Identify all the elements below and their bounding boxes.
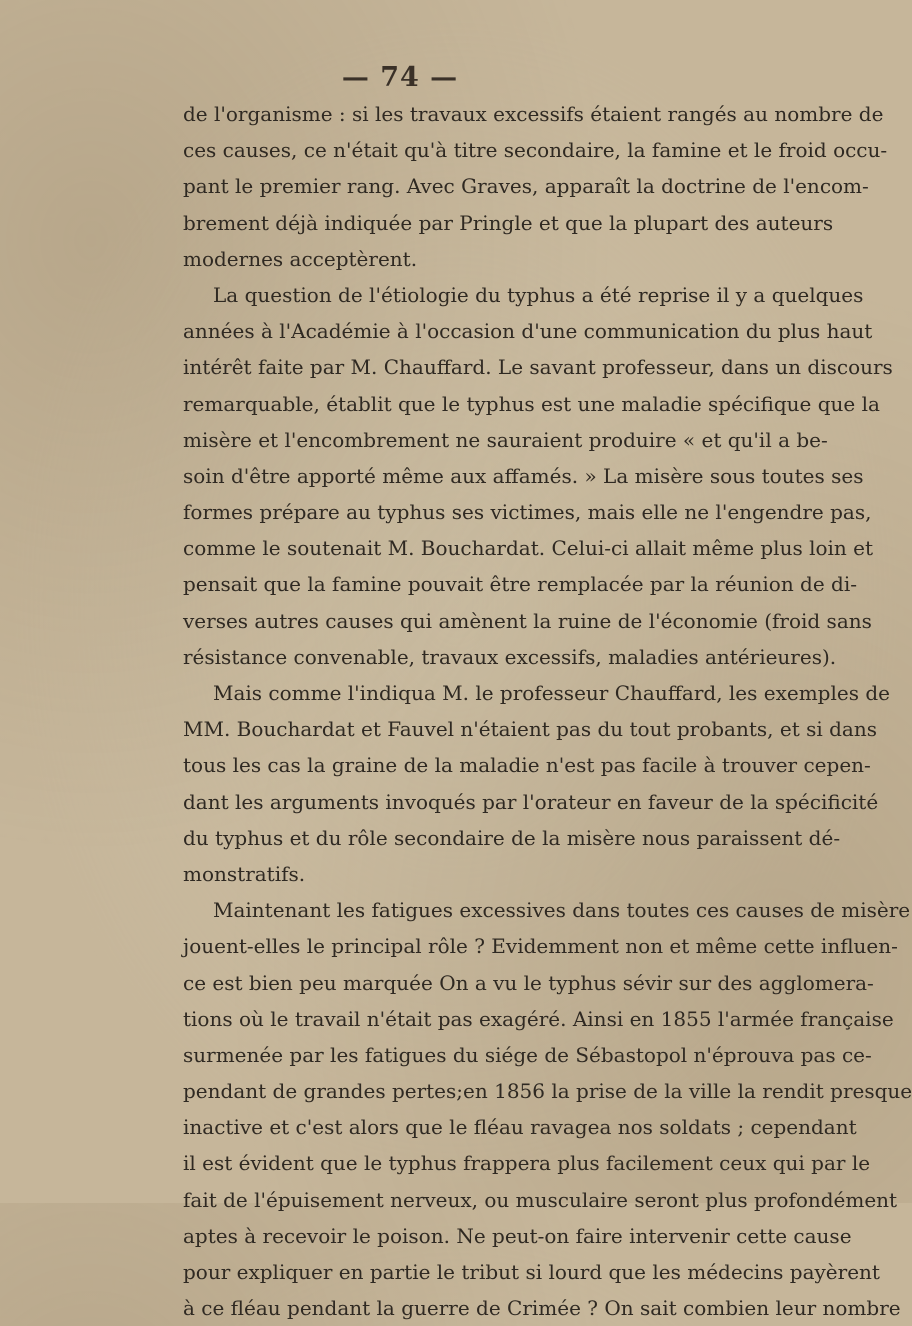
text-line: formes prépare au typhus ses victimes, mais elle ne l'engendre pas, [183,500,872,525]
text-line: modernes acceptèrent. [183,246,418,271]
text-line: résistance convenable, travaux excessifs, maladies antérieures). [183,644,837,669]
text-line: inactive et c'est alors que le fléau ravagea nos soldats ; cependant [183,1115,857,1140]
text-line: années à l'Académie à l'occasion d'une communication du plus haut [183,319,873,344]
text-line: tous les cas la graine de la maladie n'est pas facile à trouver cepen- [183,753,871,778]
text-line: monstratifs. [183,861,306,886]
text-line: du typhus et du rôle secondaire de la misère nous paraissent dé- [183,825,841,850]
page-number: — 74 — [341,62,459,93]
text-line: brement déjà indiquée par Pringle et que la plupart des auteurs [183,210,834,235]
text-line: ce est bien peu marquée On a vu le typhus sévir sur des agglomera- [183,970,874,995]
text-line: à ce fléau pendant la guerre de Crimée ? On sait combien leur nombre [183,1296,901,1321]
paragraph [183,277,893,675]
text-line: tions où le travail n'était pas exagéré. Ainsi en 1855 l'armée française [183,1006,894,1031]
text-line: pensait que la famine pouvait être remplacée par la réunion de di- [183,572,858,597]
body-text [183,96,912,1326]
text-line: jouent-elles le principal rôle ? Evidemment non et même cette influen- [183,934,898,959]
text-line: ces causes, ce n'était qu'à titre secondaire, la famine et le froid occu- [183,138,888,163]
text-line: de l'organisme : si les travaux excessifs étaient rangés au nombre de [183,102,884,126]
text-line: MM. Bouchardat et Fauvel n'étaient pas du tout probants, et si dans [183,717,877,742]
text-line: comme le soutenait M. Bouchardat. Celui-ci allait même plus loin et [183,536,874,561]
paragraph [183,96,888,277]
text-line: il est évident que le typhus frappera plus facilement ceux qui par le [183,1151,871,1176]
text-line: La question de l'étiologie du typhus a été reprise il y a quelques [213,282,864,307]
text-line: dant les arguments invoqués par l'orateur en faveur de la spécificité [183,789,879,814]
paragraph [183,892,912,1326]
paragraph [183,675,890,892]
text-line: pendant de grandes pertes;en 1856 la prise de la ville la rendit presque [183,1079,912,1104]
text-line: soin d'être apporté même aux affamés. » La misère sous toutes ses [183,463,864,488]
text-line: aptes à recevoir le poison. Ne peut-on faire intervenir cette cause [183,1223,852,1248]
text-line: fait de l'épuisement nerveux, ou musculaire seront plus profondément [183,1187,898,1212]
text-line: pant le premier rang. Avec Graves, apparaît la doctrine de l'encom- [183,174,869,199]
text-line: intérêt faite par M. Chauffard. Le savant professeur, dans un discours [183,355,893,380]
text-line: verses autres causes qui amènent la ruine de l'économie (froid sans [183,608,872,633]
text-line: Maintenant les fatigues excessives dans toutes ces causes de misère [213,898,911,923]
text-line: surmenée par les fatigues du siége de Sébastopol n'éprouva pas ce- [183,1042,872,1067]
text-line: misère et l'encombrement ne sauraient produire « et qu'il a be- [183,427,828,452]
text-line: pour expliquer en partie le tribut si lourd que les médecins payèrent [183,1260,880,1284]
text-line: remarquable, établit que le typhus est une maladie spécifique que la [183,391,880,416]
text-line: Mais comme l'indiqua M. le professeur Chauffard, les exemples de [213,681,890,705]
